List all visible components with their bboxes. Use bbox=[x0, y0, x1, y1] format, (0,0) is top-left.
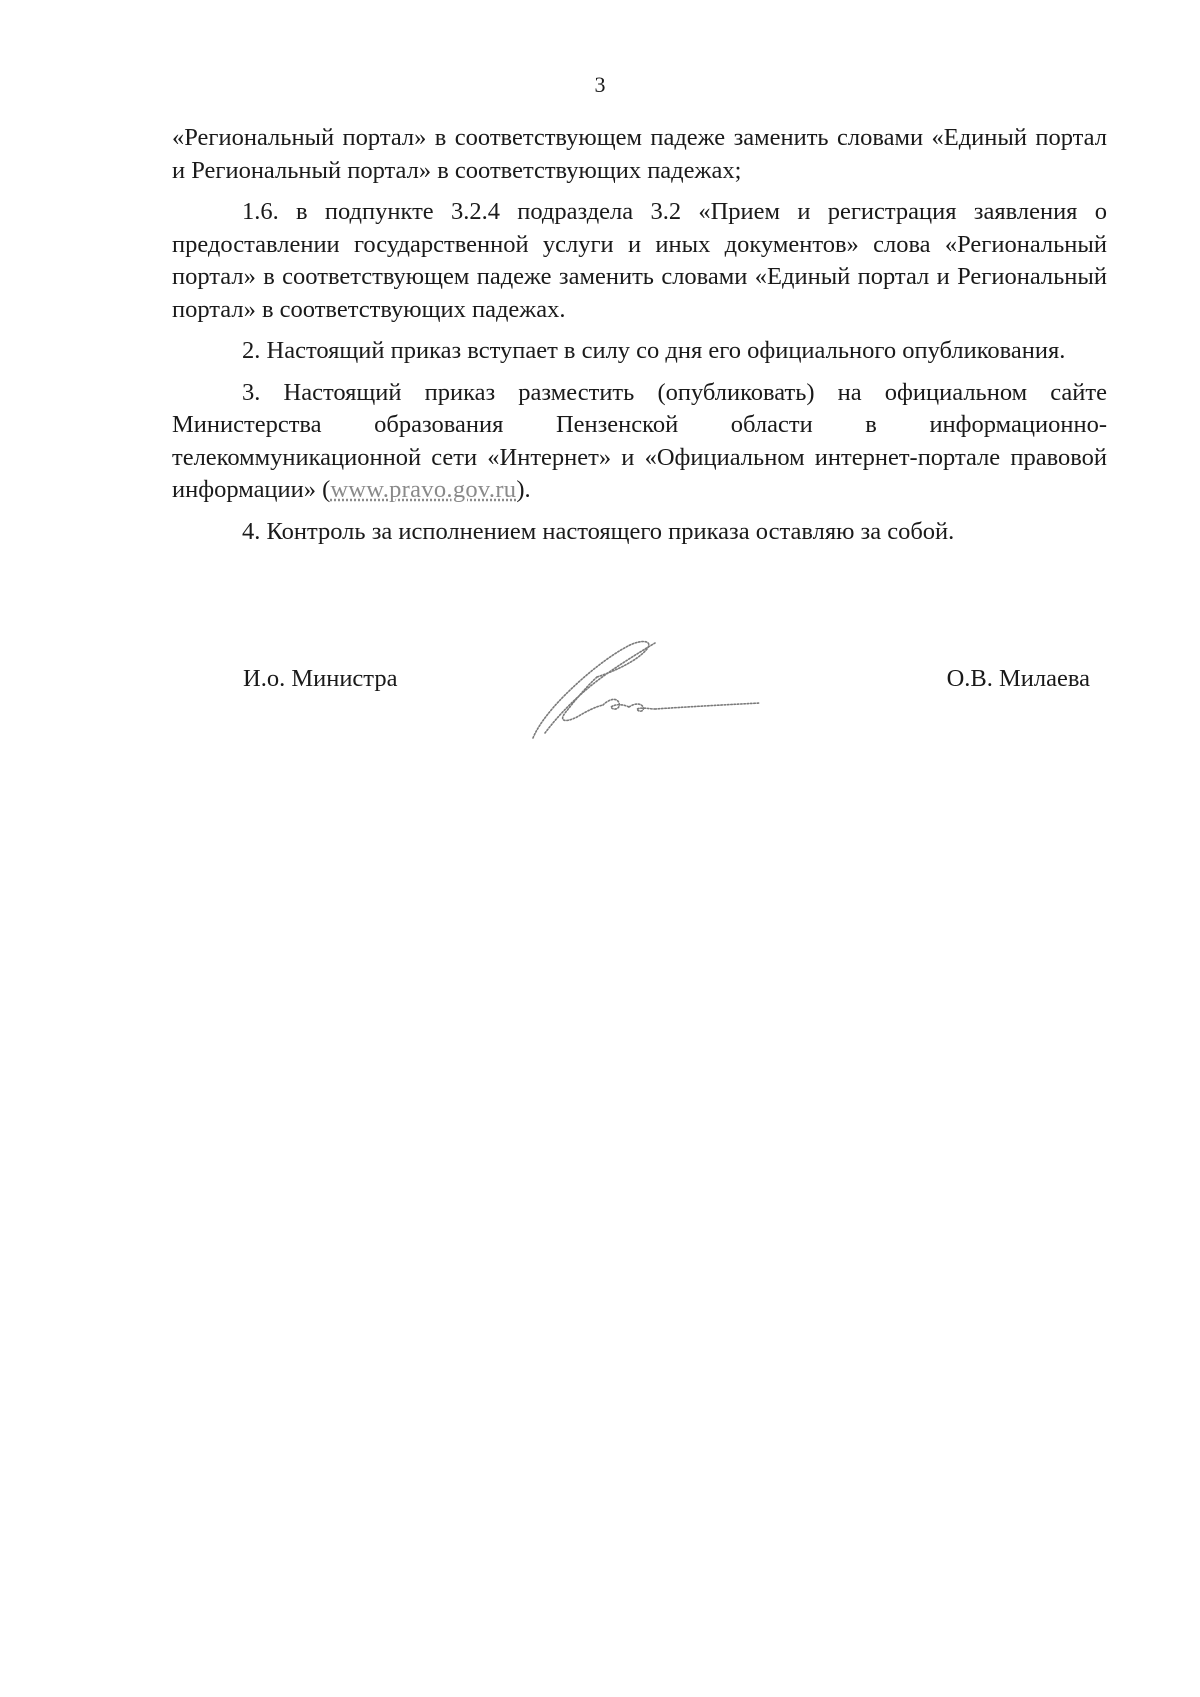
page-number: 3 bbox=[594, 72, 606, 97]
signatory-position: И.о. Министра bbox=[243, 665, 398, 692]
paragraph-1-6: 1.6. в подпункте 3.2.4 подраздела 3.2 «Прием и регистрация заявления о предоставлении государственной услуги и иных документов» слова «Региональный портал» в соответствующем падеже заменить словами «Единый портал и Региональный портал» в соответствующих падежах. bbox=[172, 198, 1107, 323]
paragraph-3-text: 3. Настоящий приказ разместить (опубликовать) на официальном сайте Министерства образования Пензенской области в информационно-телекоммуникационной сети «Интернет» и «Официальном интернет-портале правовой информации» ( bbox=[172, 378, 1107, 503]
paragraph-4: 4. Контроль за исполнением настоящего приказа оставляю за собой. bbox=[242, 517, 955, 545]
document-body bbox=[172, 122, 1107, 548]
paragraph-continuation: «Региональный портал» в соответствующем падеже заменить словами «Единый портал и Региональный портал» в соответствующих падежах; bbox=[172, 124, 1107, 184]
signature-block bbox=[0, 665, 1200, 745]
handwritten-signature bbox=[525, 633, 775, 743]
paragraph-3 bbox=[172, 377, 1107, 507]
signatory-name: О.В. Милаева bbox=[946, 665, 1090, 692]
paragraph-3-tail: ). bbox=[516, 476, 531, 503]
pravo-gov-link[interactable]: www.pravo.gov.ru bbox=[330, 476, 517, 503]
paragraph-2: 2. Настоящий приказ вступает в силу со дня его официального опубликования. bbox=[242, 337, 1066, 364]
